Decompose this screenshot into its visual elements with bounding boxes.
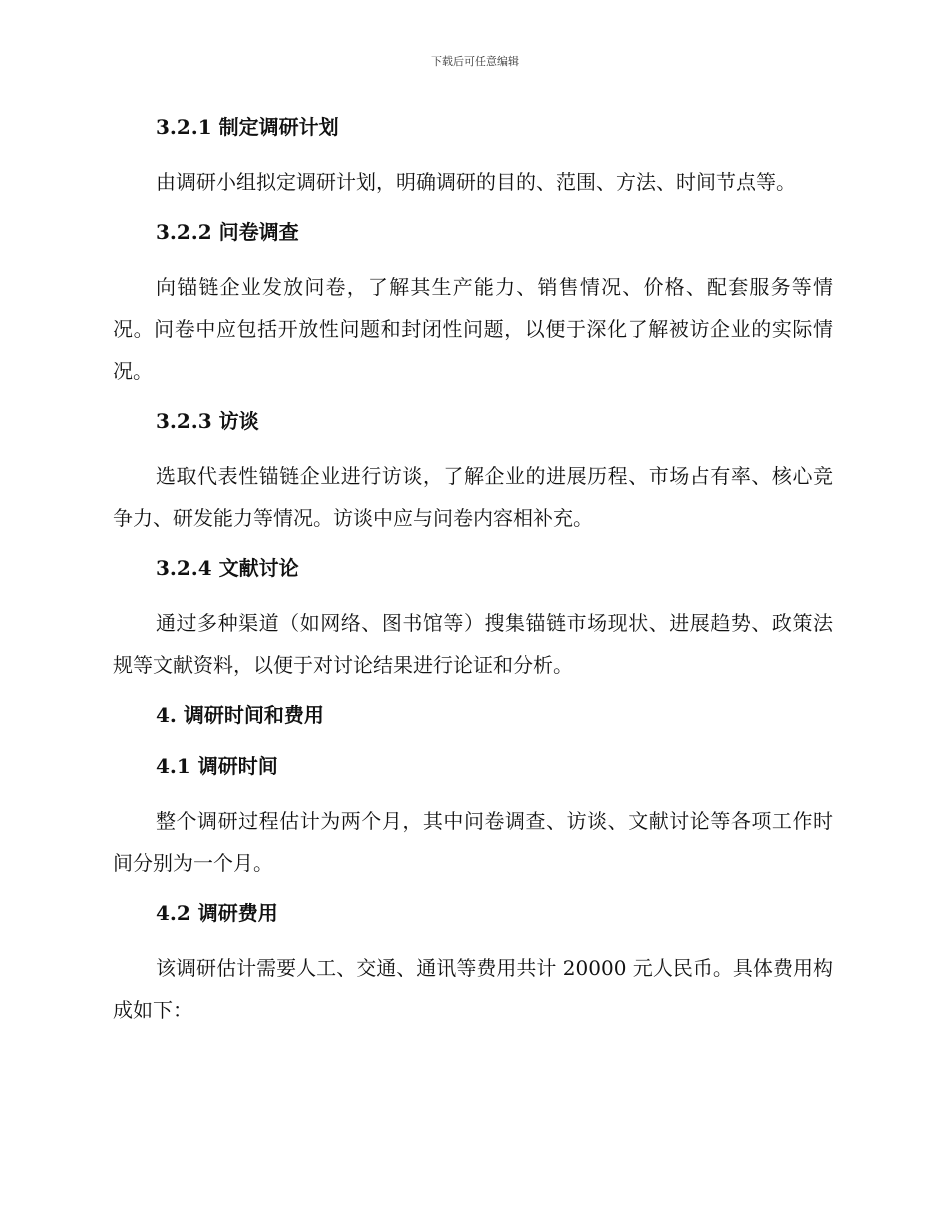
section-heading-3-2-2: 3.2.2 问卷调查 — [156, 220, 299, 244]
document-body — [113, 110, 833, 1031]
section-paragraph-4-1: 整个调研过程估计为两个月，其中问卷调查、访谈、文献讨论等各项工作时间分别为一个月。 — [113, 809, 833, 875]
section-heading-4: 4. 调研时间和费用 — [156, 703, 324, 727]
page-header: 下载后可任意编辑 — [431, 55, 519, 68]
section-paragraph-3-2-3: 选取代表性锚链企业进行访谈，了解企业的进展历程、市场占有率、核心竞争力、研发能力等情况。访谈中应与问卷内容相补充。 — [113, 464, 833, 530]
section-paragraph-4-2: 该调研估计需要人工、交通、通讯等费用共计 20000 元人民币。具体费用构成如下： — [113, 956, 833, 1022]
section-heading-3-2-4: 3.2.4 文献讨论 — [156, 556, 299, 580]
section-paragraph-3-2-4: 通过多种渠道（如网络、图书馆等）搜集锚链市场现状、进展趋势、政策法规等文献资料，以便于对讨论结果进行论证和分析。 — [113, 611, 833, 677]
section-heading-3-2-3: 3.2.3 访谈 — [156, 409, 259, 433]
section-heading-4-2: 4.2 调研费用 — [156, 901, 278, 925]
section-heading-3-2-1: 3.2.1 制定调研计划 — [156, 115, 339, 139]
section-heading-4-1: 4.1 调研时间 — [156, 754, 278, 778]
section-paragraph-3-2-2: 向锚链企业发放问卷，了解其生产能力、销售情况、价格、配套服务等情况。问卷中应包括开放性问题和封闭性问题，以便于深化了解被访企业的实际情况。 — [113, 275, 833, 383]
section-paragraph-3-2-1: 由调研小组拟定调研计划，明确调研的目的、范围、方法、时间节点等。 — [156, 170, 796, 194]
